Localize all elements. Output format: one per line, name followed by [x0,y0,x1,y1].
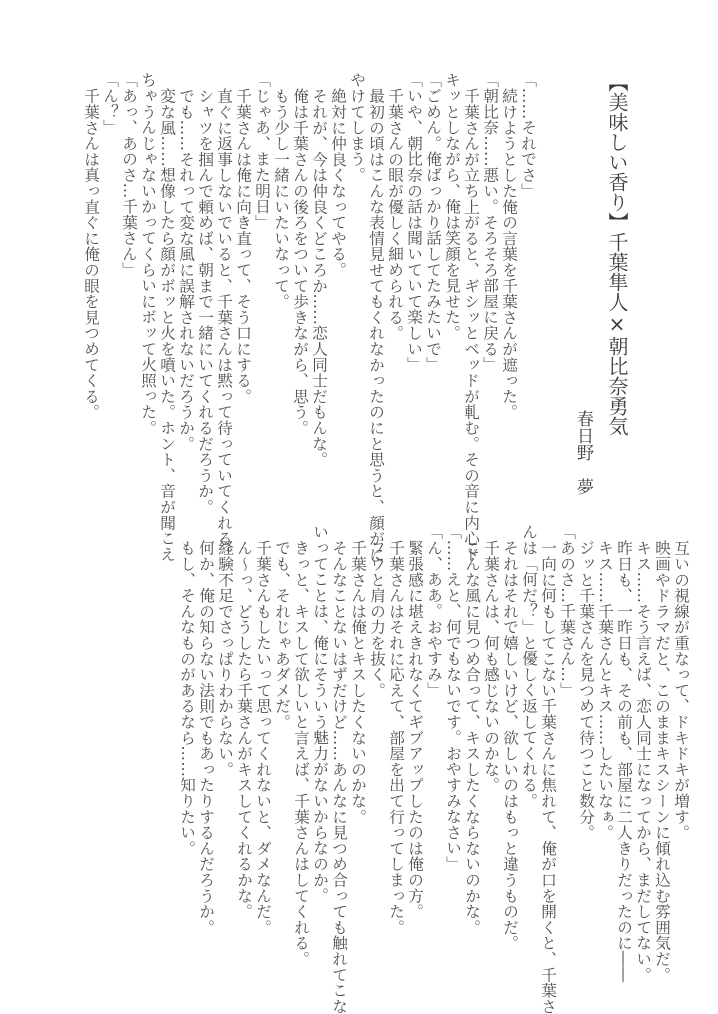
text-column: 「あのさ…千葉さん…」 [558,524,576,698]
text-column: それが、今は仲良くどころか……恋人同士だもんな。 [310,88,328,468]
text-column: ちゃうんじゃないかってくらいにボッて火照った。 [139,72,157,436]
text-column: 千葉さんは真っ直ぐに俺の眼を見つめてくる。 [82,88,100,420]
story-title: 【美味しい香り】千葉隼人×朝比奈勇気 [605,72,629,436]
text-column: 千葉さんが立ち上がると、ギシッとベッドが軋む。その音に内心ド [462,88,480,562]
text-column: 互いの視線が重なって、ドキドキが増す。 [672,540,690,841]
text-column: キス……そう言えば、恋人同士になってから、まだしてない。 [634,540,652,983]
text-column: ジッと千葉さんを見つめて待つこと数分。 [577,540,595,841]
text-column: もし、そんなものがあるなら……知りたい。 [178,540,196,856]
text-column: やけてしまう。 [348,72,366,183]
text-column: もう少し一緒にいたいなって。 [272,88,290,310]
text-column: 「じゃあ、また明日」 [253,72,271,230]
text-column: 絶対に仲良くなってやる。 [329,88,347,278]
text-column: 直ぐに返事しないでいると、千葉さんは黙って待っていてくれる。 [215,88,233,562]
text-column: 「ん？」 [101,72,119,136]
text-column: 千葉さんは俺とキスしたくないのかな。 [349,540,367,825]
text-column: 千葉さんもしたいって思ってくれないと、ダメなんだ。 [254,540,272,935]
text-column: それはそれで嬉しいけど、欲しいのはもっと違うものだ。 [501,540,519,951]
text-column: 「あっ、あのさ…千葉さん」 [120,72,138,278]
text-column: んは「何だ？」と優しく返してくれる。 [520,524,538,809]
text-column: いってことは、俺にそういう魅力がないからなのか。 [311,524,329,904]
text-column: 「朝比奈……悪い。そろそろ部屋に戻る」 [481,72,499,373]
text-column: 千葉さんは俺に向き直って、そう口にする。 [234,88,252,404]
text-column: きっと、キスして欲しいと言えば、千葉さんはしてくれる。 [292,540,310,967]
text-column: 何か、俺の知らない法則でもあったりするんだろうか。 [197,540,215,935]
text-column: 続けようとした俺の言葉を千葉さんが遮った。 [500,88,518,420]
text-column: キッとしながら、俺は笑顔を見せた。 [443,72,461,341]
text-column: 「ごめん。俺ばっかり話してたみたいで」 [424,72,442,373]
text-column: フウと肩の力を抜く。 [368,540,386,698]
text-column: 千葉さんはそれに応えて、部屋を出て行ってしまった。 [387,540,405,935]
text-column: ん～っ、どうしたら千葉さんがキスしてくれるかな。 [235,540,253,920]
text-column: 変な風……想像したら顔がボッと火を噴いた。ホント、音が聞こえ [158,88,176,562]
text-column: でも、それじゃあダメだ。 [273,540,291,730]
text-column: 経験不足でさっぱりわからない。 [216,540,234,777]
text-column: 昨日も、一昨日も、その前も、部屋に二人きりだったのに―― [615,540,633,983]
text-column: 映画やドラマだと、このままキスシーンに傾れ込む雰囲気だ。 [653,540,671,983]
text-column: こんな風に見つめ合って、キスしたくならないのかな。 [463,540,481,935]
text-column: シャツを掴んで頼めば、朝まで一緒にいてくれるだろうか。 [196,88,214,515]
text-column: 千葉さんは、何も感じないのかな。 [482,540,500,793]
text-column: キス……千葉さんとキス……したいなぁ。 [596,540,614,841]
text-column: 俺は千葉さんの後ろをついて歩きながら、思う。 [291,88,309,436]
text-column: 一向に何もしてこない千葉さんに焦れて、俺が口を開くと、千葉さ [539,540,557,1014]
text-column: そんなことないはずだけど……あんなに見つめ合っても触れてこな [330,540,348,1014]
text-column: 「……それでさ」 [519,72,537,199]
text-column: 「いや、朝比奈の話は聞いていて楽しい」 [405,72,423,373]
text-column: 最初の頃はこんな表情見せてもくれなかったのにと思うと、顔がに [367,88,385,562]
text-column: 千葉さんの眼が優しく細められる。 [386,88,404,341]
author-name: 春日野 夢 [573,410,593,495]
text-column: 緊張感に堪えきれなくてギブアップしたのは俺の方。 [406,540,424,920]
text-column: 「ん、ああ。おやすみ」 [425,524,443,698]
text-column: でも……それって変な風に誤解されないだろうか。 [177,88,195,452]
text-column: 「……えと、何でもないです。おやすみなさい」 [444,524,462,872]
